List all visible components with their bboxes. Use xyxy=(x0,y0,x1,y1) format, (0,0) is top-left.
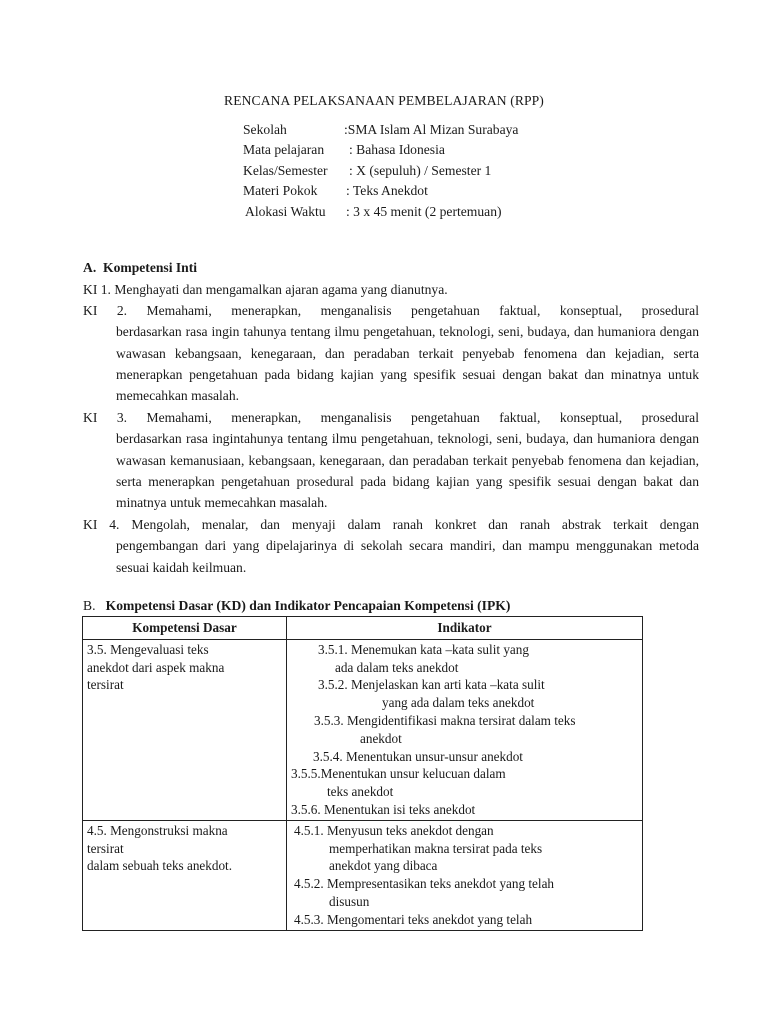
indicator-line: anekdot xyxy=(360,730,402,746)
section-letter: A. xyxy=(83,260,97,275)
meta-row-time xyxy=(243,202,518,222)
indicator-line: disusun xyxy=(329,893,370,909)
section-letter: B. xyxy=(83,598,96,613)
meta-value: :SMA Islam Al Mizan Surabaya xyxy=(344,122,519,137)
section-title: Kompetensi Dasar (KD) dan Indikator Pencapaian Kompetensi (IPK) xyxy=(105,598,511,613)
meta-value: : Teks Anekdot xyxy=(346,183,428,199)
indicator-line: teks anekdot xyxy=(327,784,394,800)
meta-label: Kelas/Semester xyxy=(243,162,328,178)
meta-row-subject xyxy=(243,140,518,160)
kd-cell xyxy=(83,820,287,930)
meta-row-topic xyxy=(243,181,518,201)
identity-block xyxy=(243,120,518,222)
indicator-line: 3.5.4. Menentukan unsur-unsur anekdot xyxy=(313,748,523,764)
meta-row-class xyxy=(243,161,518,181)
meta-label: Sekolah xyxy=(243,122,287,137)
indicator-line: 4.5.3. Mengomentari teks anekdot yang telah xyxy=(294,911,533,927)
ki-text: KI 2. Memahami, menerapkan, menganalisis pengetahuan faktual, konseptual, prosedural xyxy=(83,303,699,318)
ki-continuation: pengembangan dari yang dipelajarinya di sekolah secara mandiri, dan mampu menggunakan metoda sesuai kaidah keilmuan. xyxy=(116,538,699,575)
meta-label: Materi Pokok xyxy=(243,183,318,199)
indicator-cell xyxy=(287,820,643,930)
indicator-line: 3.5.3. Mengidentifikasi makna tersirat dalam teks xyxy=(314,712,576,728)
kd-line: tersirat xyxy=(87,840,124,856)
indicator-cell xyxy=(287,639,643,820)
indicator-line: 4.5.2. Mempresentasikan teks anekdot yang telah xyxy=(294,876,555,892)
indicator-line: yang ada dalam teks anekdot xyxy=(382,695,535,711)
kd-cell xyxy=(83,639,287,820)
ki-text: KI 1. Menghayati dan mengamalkan ajaran agama yang dianutnya. xyxy=(83,282,448,297)
indicator-line: ada dalam teks anekdot xyxy=(335,659,459,675)
ki-1 xyxy=(83,279,699,300)
column-header-kd: Kompetensi Dasar xyxy=(83,617,287,640)
section-title: Kompetensi Inti xyxy=(103,260,198,275)
ki-2 xyxy=(83,300,699,406)
ki-continuation: berdasarkan rasa ingin tahunya tentang ilmu pengetahuan, teknologi, seni, budaya, dan humaniora dengan wawasan kebangsaan, kenegaraan, dan peradaban terkait penyebab fenomena dan kejadian, serta menerapkan pengetahuan pada bidang kajian yang spesifik sesuai dengan bakat dan minatnya untuk memecahkan masalah. xyxy=(116,324,699,404)
meta-value: : 3 x 45 menit (2 pertemuan) xyxy=(346,203,502,219)
indicator-line: memperhatikan makna tersirat pada teks xyxy=(329,840,543,856)
ki-continuation: berdasarkan rasa ingintahunya tentang ilmu pengetahuan, teknologi, seni, budaya, dan humaniora dengan wawasan kemanusiaan, kebangsaan, kenegaraan, dan peradaban terkait penyebab fenomena dan kejadian, serta menerapkan pengetahuan prosedural pada bidang kajian yang spesifik sesuai dengan bakat dan minatnya untuk memecahkan masalah. xyxy=(116,431,699,511)
table-header-row xyxy=(83,617,643,640)
indicator-line: 3.5.5.Menentukan unsur kelucuan dalam xyxy=(291,766,506,782)
table-row xyxy=(83,639,643,820)
kd-line: anekdot dari aspek makna xyxy=(87,659,225,675)
kd-line: 4.5. Mengonstruksi makna xyxy=(87,822,228,838)
ki-text: KI 4. Mengolah, menalar, dan menyaji dalam ranah konkret dan ranah abstrak terkait dengan xyxy=(83,517,699,532)
kd-line: dalam sebuah teks anekdot. xyxy=(87,858,233,874)
ki-text: KI 3. Memahami, menerapkan, menganalisis pengetahuan faktual, konseptual, prosedural xyxy=(83,410,699,425)
indicator-line: 4.5.1. Menyusun teks anekdot dengan xyxy=(294,822,494,838)
document-title: RENCANA PELAKSANAAN PEMBELAJARAN (RPP) xyxy=(224,93,544,108)
ki-4 xyxy=(83,514,699,578)
table-row xyxy=(83,820,643,930)
meta-label: Mata pelajaran xyxy=(243,142,325,158)
kd-indicator-table xyxy=(82,616,643,931)
meta-value: : X (sepuluh) / Semester 1 xyxy=(349,162,492,178)
meta-row-school xyxy=(243,120,518,140)
section-b-heading xyxy=(83,598,510,614)
column-header-indicator: Indikator xyxy=(287,617,643,640)
indicator-line: anekdot yang dibaca xyxy=(329,858,438,874)
indicator-line: 3.5.1. Menemukan kata –kata sulit yang xyxy=(318,641,529,657)
kd-line: tersirat xyxy=(87,677,124,693)
indicator-line: 3.5.2. Menjelaskan kan arti kata –kata sulit xyxy=(318,677,545,693)
meta-label: Alokasi Waktu xyxy=(245,203,326,219)
section-a-heading xyxy=(83,260,197,276)
kd-line: 3.5. Mengevaluasi teks xyxy=(87,641,209,657)
indicator-line: 3.5.6. Menentukan isi teks anekdot xyxy=(291,801,476,817)
ki-3 xyxy=(83,407,699,513)
meta-value: : Bahasa Idonesia xyxy=(349,142,445,158)
